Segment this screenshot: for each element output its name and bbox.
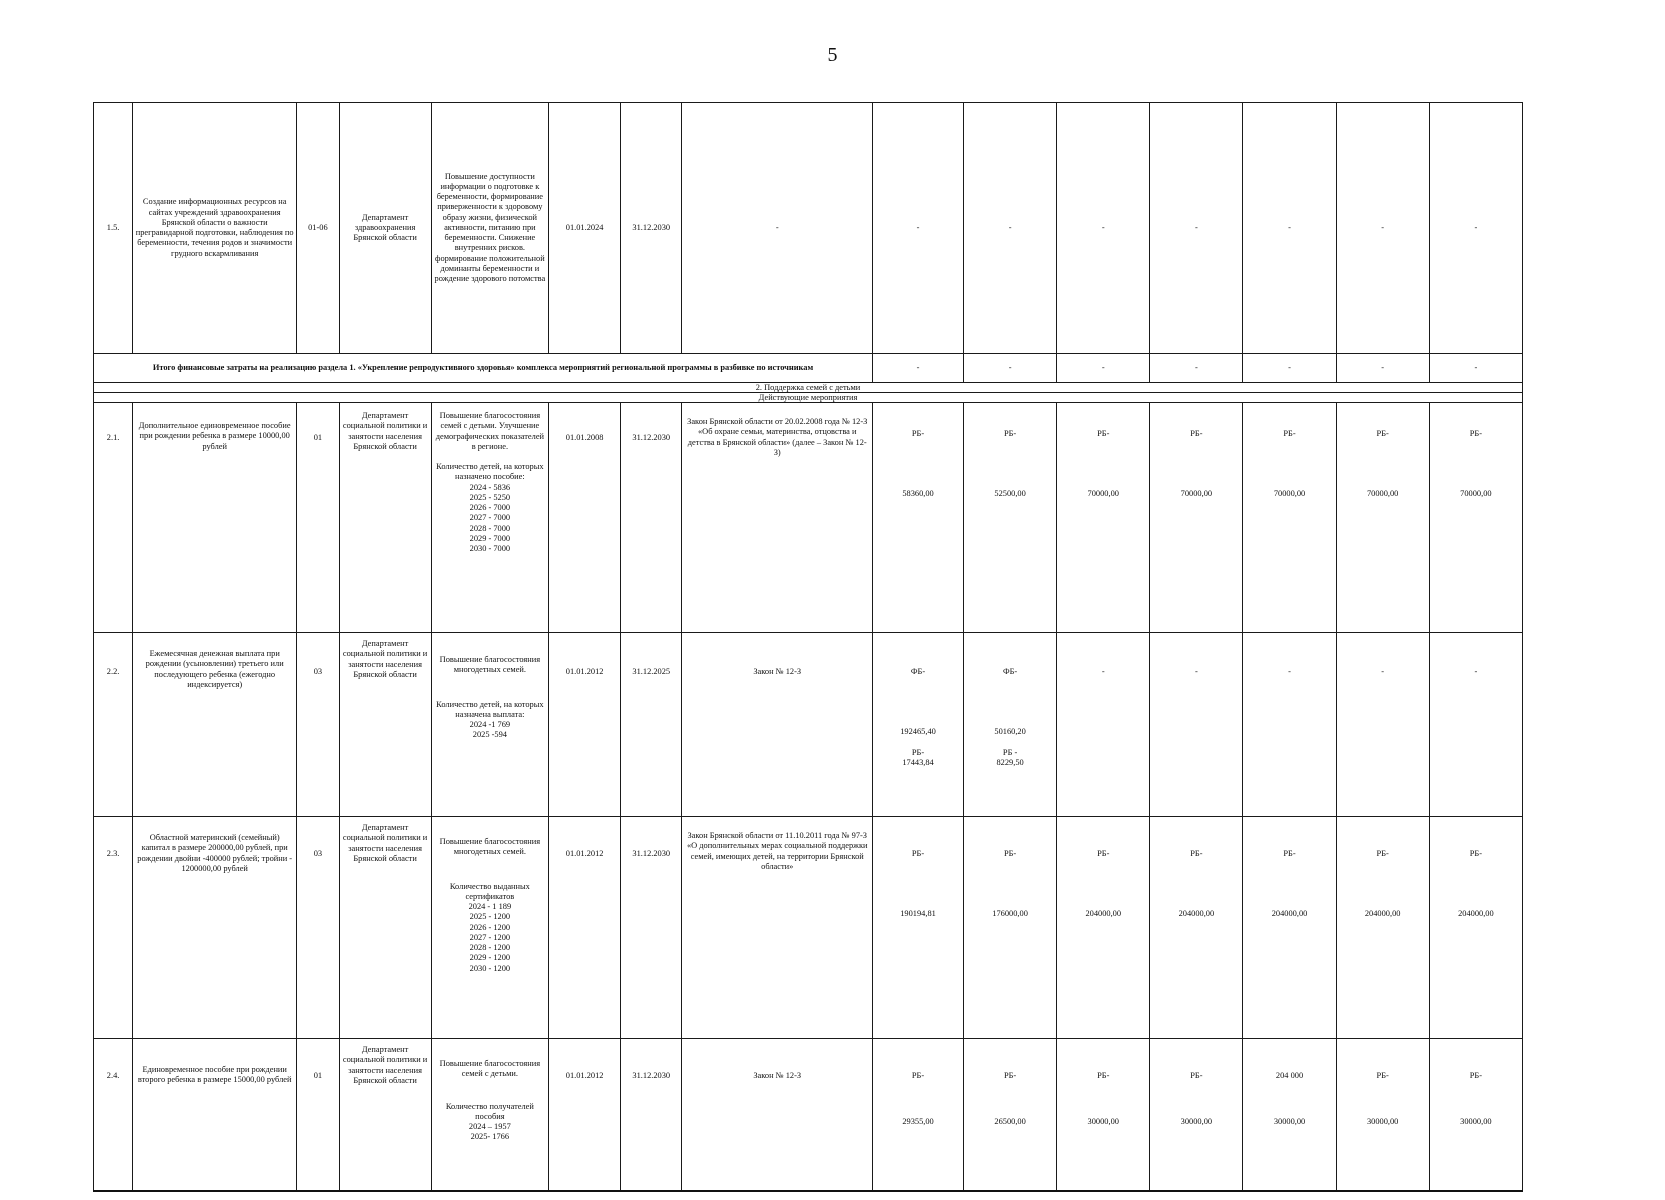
measure-name: Областной материнский (семейный) капитал в размере 200000,00 рублей, при рождении двойни -400000 рублей; тройни - 1200000,00 рублей — [133, 817, 297, 1039]
count-item: 2029 - 7000 — [469, 533, 511, 543]
funding-cell — [1057, 403, 1150, 633]
funding-amount: 204000,00 — [1458, 909, 1494, 919]
section-title: 2. Поддержка семей с детьми — [94, 383, 1523, 393]
count-item: 2027 - 7000 — [469, 513, 511, 523]
measure-name: Дополнительное единовременное пособие при рождении ребенка в размере 10000,00 рублей — [133, 403, 297, 633]
measure-executor: Департамент социальной политики и занятости населения Брянской области — [339, 403, 431, 633]
measure-result: Повышение благосостояния многодетных семей. — [439, 837, 541, 857]
count-item: 2024 -1 769 — [469, 720, 511, 729]
row-number: 1.5. — [94, 103, 133, 354]
funding-amount: 70000,00 — [1460, 489, 1492, 499]
funding-source: РБ- — [1097, 1071, 1110, 1080]
funding-amount: 204000,00 — [1085, 909, 1122, 919]
start-date: 01.01.2008 — [549, 403, 621, 633]
section-header-row — [94, 383, 1523, 393]
count-item: 2024 - 5836 — [469, 482, 511, 492]
funding-amount: 192465,40 — [900, 727, 936, 737]
row-number: 2.2. — [94, 633, 133, 817]
measure-executor: Департамент социальной политики и занятости населения Брянской области — [339, 817, 431, 1039]
count-item: 2025 - 1200 — [469, 912, 511, 922]
funding-cell — [873, 817, 964, 1039]
measure-code: 03 — [297, 817, 339, 1039]
measure-name: Ежемесячная денежная выплата при рождении (усыновлении) третьего или последующего ребенка (ежегодно индексируется) — [133, 633, 297, 817]
measure-name: Единовременное пособие при рождении второго ребенка в размере 15000,00 рублей — [133, 1039, 297, 1192]
measure-result-cell — [431, 403, 548, 633]
measure-code: 01 — [297, 1039, 339, 1192]
funding-cell: - — [873, 103, 964, 354]
funding-source: РБ- — [911, 429, 925, 438]
start-date: 01.01.2012 — [549, 817, 621, 1039]
end-date: 31.12.2030 — [621, 1039, 682, 1192]
legal-basis: - — [682, 103, 873, 354]
count-item: 2024 - 1 189 — [468, 902, 512, 911]
funding-cell — [873, 633, 964, 817]
count-item: 2026 - 1200 — [469, 922, 511, 932]
count-item: 2024 – 1957 — [468, 1122, 511, 1131]
funding-cell — [1429, 1039, 1522, 1192]
measure-result-cell — [431, 1039, 548, 1192]
measure-result-cell — [431, 817, 548, 1039]
row-number: 2.3. — [94, 817, 133, 1039]
funding-cell: - — [1336, 633, 1429, 817]
funding-amount: 190194,81 — [900, 909, 936, 919]
funding-amount: 52500,00 — [994, 489, 1026, 499]
end-date: 31.12.2030 — [621, 817, 682, 1039]
funding-amount: 30000,00 — [1180, 1117, 1213, 1127]
funding-amount: 70000,00 — [1180, 489, 1213, 499]
row-number: 2.4. — [94, 1039, 133, 1192]
count-item: 2028 - 7000 — [469, 523, 511, 533]
funding-amount: 204000,00 — [1364, 909, 1401, 919]
measure-executor: Департамент социальной политики и занятости населения Брянской области — [339, 1039, 431, 1192]
end-date: 31.12.2030 — [621, 403, 682, 633]
page-number: 5 — [827, 44, 838, 66]
count-item: 2025 -594 — [472, 730, 507, 740]
funding-amount: 70000,00 — [1087, 489, 1119, 499]
funding-amount: 30000,00 — [1273, 1117, 1306, 1127]
table-row — [94, 103, 1523, 354]
funding-cell: - — [1429, 633, 1522, 817]
count-title: Количество получателей пособия — [445, 1101, 534, 1121]
legal-basis: Закон № 12-З — [682, 1039, 873, 1192]
count-item: 2030 - 1200 — [469, 963, 511, 973]
section-subtitle: Действующие мероприятия — [94, 393, 1523, 403]
funding-cell: - — [1243, 103, 1336, 354]
funding-source: 204 000 — [1275, 1071, 1304, 1080]
funding-source: РБ- — [1469, 429, 1482, 438]
funding-cell — [964, 1039, 1057, 1192]
funding-source: РБ- — [1283, 429, 1296, 438]
count-item: 2028 - 1200 — [469, 943, 511, 952]
count-title: Количество выданных сертификатов — [449, 881, 530, 901]
funding-cell — [1150, 403, 1243, 633]
funding-cell — [1336, 817, 1429, 1039]
funding-cell — [1057, 1039, 1150, 1192]
funding-cell — [1243, 1039, 1336, 1192]
row-number: 2.1. — [94, 403, 133, 633]
table-row — [94, 817, 1523, 1039]
total-label: Итого финансовые затраты на реализацию раздела 1. «Укрепление репродуктивного здоровья» комплекса мероприятий региональной программы в разбивке по источникам — [94, 354, 873, 383]
legal-basis: Закон Брянской области от 20.02.2008 года № 12-З «Об охране семьи, материнства, отцовства и детства в Брянской области» (далее – Закон № 12-З) — [682, 403, 873, 633]
funding-cell — [1429, 403, 1522, 633]
measure-result-cell — [431, 633, 548, 817]
funding-cell — [964, 403, 1057, 633]
count-item: 2025- 1766 — [470, 1132, 510, 1142]
funding-source: РБ- — [1097, 849, 1110, 858]
measure-result: Повышение благосостояния многодетных семей. — [439, 655, 541, 675]
funding-cell: - — [1429, 103, 1522, 354]
funding-amount-2: 8229,50 — [996, 757, 1024, 767]
count-item: 2026 - 7000 — [469, 503, 511, 512]
legal-basis: Закон Брянской области от 11.10.2011 года № 97-З «О дополнительных мерах социальной поддержки семей, имеющих детей, на территории Брянской области» — [682, 817, 873, 1039]
funding-cell — [1150, 1039, 1243, 1192]
count-item: 2025 - 5250 — [469, 492, 511, 502]
measure-code: 01 — [297, 403, 339, 633]
funding-source: РБ- — [1283, 849, 1296, 858]
total-cell: - — [1336, 354, 1429, 383]
funding-cell — [1336, 1039, 1429, 1192]
funding-cell — [1057, 817, 1150, 1039]
funding-cell — [964, 633, 1057, 817]
measure-executor: Департамент здравоохранения Брянской области — [339, 103, 431, 354]
funding-amount: 29355,00 — [902, 1117, 934, 1127]
measure-result: Повышение благосостояния семей с детьми. Улучшение демографических показателей в регионе. — [435, 411, 545, 451]
funding-source: РБ- — [1376, 429, 1389, 438]
funding-source-2: РБ - — [1002, 747, 1018, 757]
funding-cell — [873, 1039, 964, 1192]
funding-source: ФБ- — [910, 667, 926, 676]
funding-cell — [873, 403, 964, 633]
start-date: 01.01.2012 — [549, 633, 621, 817]
table-row — [94, 1039, 1523, 1192]
funding-amount: 70000,00 — [1366, 489, 1399, 499]
funding-source: РБ- — [1469, 849, 1482, 858]
count-item: 2027 - 1200 — [469, 932, 511, 942]
funding-cell — [1243, 817, 1336, 1039]
funding-cell: - — [1150, 633, 1243, 817]
funding-cell: - — [1336, 103, 1429, 354]
funding-source: РБ- — [1190, 849, 1203, 858]
table-row — [94, 403, 1523, 633]
funding-source: РБ- — [1003, 429, 1017, 438]
measure-result: Повышение доступности информации о подготовке к беременности, формирование приверженности к здоровому образу жизни, физической активности, питанию при беременности. Снижение внутренних рисков. формирование положительной доминанты беременности и рождение здорового потомства — [431, 103, 548, 354]
total-cell: - — [1150, 354, 1243, 383]
section-subheader-row — [94, 393, 1523, 403]
funding-source: РБ- — [1469, 1071, 1482, 1080]
table-row — [94, 633, 1523, 817]
total-row — [94, 354, 1523, 383]
total-cell: - — [1429, 354, 1522, 383]
funding-amount: 30000,00 — [1087, 1117, 1119, 1127]
count-item: 2029 - 1200 — [469, 953, 511, 963]
funding-amount: 30000,00 — [1366, 1117, 1399, 1127]
funding-source: РБ- — [1190, 429, 1203, 438]
end-date: 31.12.2025 — [621, 633, 682, 817]
funding-source: РБ- — [911, 849, 925, 858]
start-date: 01.01.2024 — [549, 103, 621, 354]
total-cell: - — [873, 354, 964, 383]
funding-amount: 50160,20 — [994, 727, 1026, 737]
measure-result: Повышение благосостояния семей с детьми. — [439, 1059, 541, 1079]
funding-cell — [1429, 817, 1522, 1039]
funding-cell — [1150, 817, 1243, 1039]
funding-cell: - — [1243, 633, 1336, 817]
funding-cell: - — [1057, 633, 1150, 817]
funding-amount: 204000,00 — [1178, 909, 1215, 919]
funding-amount: 176000,00 — [992, 909, 1028, 919]
funding-source: РБ- — [1003, 1071, 1017, 1080]
program-table — [93, 102, 1523, 1192]
funding-cell — [1336, 403, 1429, 633]
funding-cell — [964, 817, 1057, 1039]
end-date: 31.12.2030 — [621, 103, 682, 354]
funding-source-2: РБ- — [911, 747, 925, 757]
measure-executor: Департамент социальной политики и занятости населения Брянской области — [339, 633, 431, 817]
funding-source: РБ- — [911, 1071, 925, 1080]
funding-amount: 204000,00 — [1271, 909, 1308, 919]
funding-cell: - — [964, 103, 1057, 354]
funding-source: ФБ- — [1002, 667, 1018, 676]
measure-code: 01-06 — [297, 103, 339, 354]
funding-cell: - — [1150, 103, 1243, 354]
total-cell: - — [1057, 354, 1150, 383]
total-cell: - — [964, 354, 1057, 383]
funding-source: РБ- — [1003, 849, 1017, 858]
funding-amount-2: 17443,84 — [902, 757, 934, 767]
start-date: 01.01.2012 — [549, 1039, 621, 1192]
funding-source: РБ- — [1190, 1071, 1203, 1080]
legal-basis: Закон № 12-З — [682, 633, 873, 817]
funding-source: РБ- — [1376, 1071, 1389, 1080]
funding-source: РБ- — [1097, 429, 1110, 438]
measure-name: Создание информационных ресурсов на сайтах учреждений здравоохранения Брянской области о важности прегравидарной подготовки, наблюдения по беременности, течения родов и значимости грудного вскармливания — [133, 103, 297, 354]
measure-code: 03 — [297, 633, 339, 817]
count-title: Количество детей, на которых назначена выплата: — [436, 699, 544, 719]
funding-amount: 58360,00 — [902, 489, 934, 499]
funding-amount: 26500,00 — [994, 1117, 1026, 1127]
funding-amount: 70000,00 — [1273, 489, 1306, 499]
total-cell: - — [1243, 354, 1336, 383]
funding-amount: 30000,00 — [1460, 1117, 1492, 1127]
count-item: 2030 - 7000 — [469, 544, 511, 553]
funding-cell — [1243, 403, 1336, 633]
funding-source: РБ- — [1376, 849, 1389, 858]
funding-cell: - — [1057, 103, 1150, 354]
count-title: Количество детей, на которых назначено пособие: — [436, 462, 544, 482]
